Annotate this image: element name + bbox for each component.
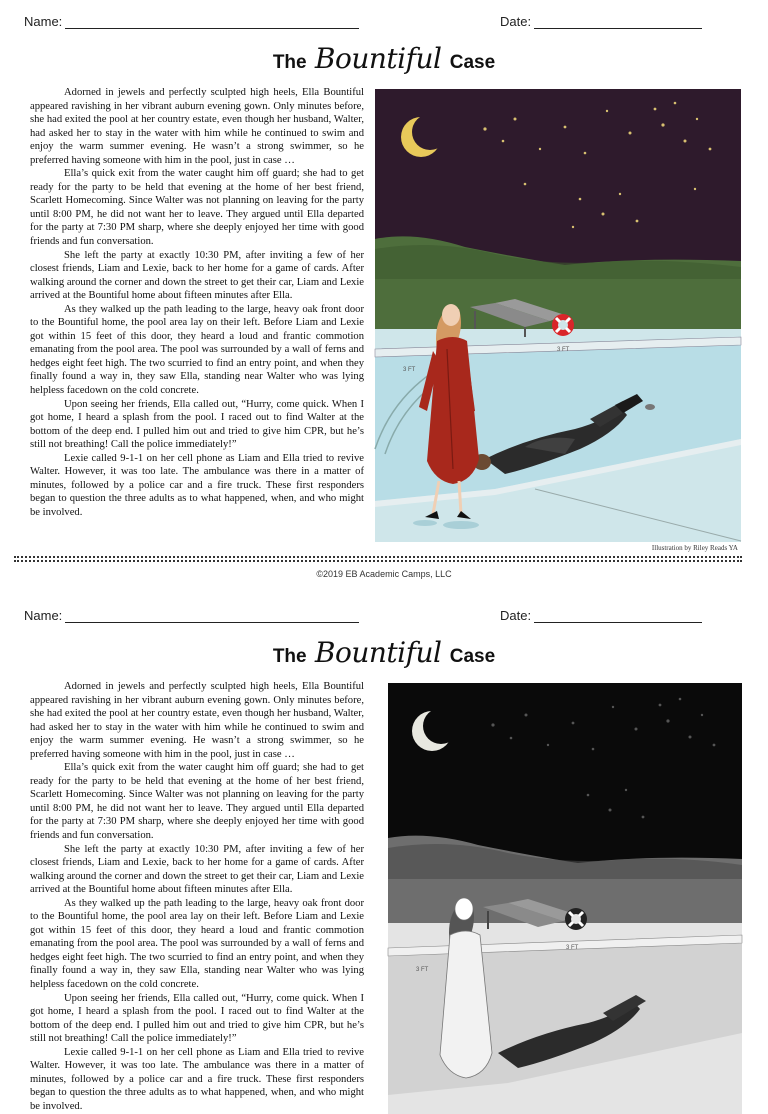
story-text <box>30 680 364 1114</box>
story-text <box>30 86 364 520</box>
paragraph-2: Ella’s quick exit from the water caught him off guard; she had to get ready for the party to be held that evening at the home of her best friend, Scarlett Homecoming. Since Walter was not planning on leaving for the party until 8:00 PM, he did not want her to leave. They argued until Ella departed for the party at 7:30 PM sharp, where she deeply enjoyed her time with good friends and fun conversation. <box>30 168 364 248</box>
illustration-svg <box>375 89 741 542</box>
crime-scene-illustration <box>375 89 741 542</box>
worksheet-bw <box>0 594 768 1112</box>
shoe <box>645 404 655 410</box>
title-case: Case <box>449 646 496 667</box>
page-title <box>0 42 768 75</box>
paragraph-4: As they walked up the path leading to the large, heavy oak front door to the Bountiful home, the pool area lay on their left. Before Liam and Lexie got within 15 feet of this door, they heard a loud and frantic commotion emanating from the pool area. The pool was surrounded by a wall of ferns and hedges eight feet high. The two scurried to find an entry point, and when they finally found a way in, they saw Ella, standing near Walter who was lying helpless facedown on the cold concrete. <box>30 303 364 397</box>
date-line[interactable] <box>534 16 702 29</box>
title-the: The <box>272 52 307 73</box>
paragraph-2: Ella’s quick exit from the water caught him off guard; she had to get ready for the party to be held that evening at the home of her best friend, Scarlett Homecoming. Since Walter was not planning on leaving for the party until 8:00 PM, he did not want her to leave. They argued until Ella departed for the party at 7:30 PM sharp, where she deeply enjoyed her time with good friends and fun conversation. <box>30 762 364 842</box>
paragraph-1: Adorned in jewels and perfectly sculpted high heels, Ella Bountiful appeared ravishing in her vibrant auburn evening gown. Only minutes before, she had exited the pool at her country estate, even though her husband, Walter, had asked her to stay in the water with him while he continued to swim and enjoy the warm summer evening. He wasn’t a strong swimmer, so he preferred having someone with him in the pool, just in case … <box>30 87 364 166</box>
paragraph-5: Upon seeing her friends, Ella called out, “Hurry, come quick. When I got home, I heard a splash from the pool. I raced out to find Walter at the bottom of the deep end. I pulled him out and tried to give him CPR, but he’s still not breathing! Call the police immediately!” <box>30 398 364 451</box>
title-case: Case <box>449 52 496 73</box>
title-bountiful: Bountiful <box>314 636 442 669</box>
life-ring-icon <box>552 314 574 336</box>
name-field[interactable] <box>24 608 359 623</box>
date-line[interactable] <box>534 610 702 623</box>
title-the: The <box>272 646 307 667</box>
name-field[interactable] <box>24 14 359 29</box>
page-title <box>0 636 768 669</box>
date-label: Date: <box>500 608 532 623</box>
paragraph-1: Adorned in jewels and perfectly sculpted high heels, Ella Bountiful appeared ravishing in her vibrant auburn evening gown. Only minutes before, she had exited the pool at her country estate, even though her husband, Walter, had asked her to stay in the water with him while he continued to swim and enjoy the warm summer evening. He wasn’t a strong swimmer, so he preferred having someone with him in the pool, just in case … <box>30 681 364 760</box>
paragraph-3: She left the party at exactly 10:30 PM, after inviting a few of her closest friends, Liam and Lexie, back to her home for a game of cards. After walking around the corner and down the street to get their car, Liam and Lexie arrived at the Bountiful home about fifteen minutes after Ella. <box>30 843 364 896</box>
paragraph-5: Upon seeing her friends, Ella called out, “Hurry, come quick. When I got home, I heard a splash from the pool. I raced out to find Walter at the bottom of the deep end. I pulled him out and tried to give him CPR, but he’s still not breathing! Call the police immediately!” <box>30 992 364 1045</box>
dotted-divider <box>14 560 742 562</box>
copyright-notice: ©2019 EB Academic Camps, LLC <box>316 569 452 579</box>
name-label: Name: <box>24 608 63 623</box>
illustration-svg <box>388 683 742 1103</box>
name-line[interactable] <box>65 16 359 29</box>
illustration-credit: Illustration by Riley Reads YA <box>651 544 738 552</box>
paragraph-6: Lexie called 9-1-1 on her cell phone as Liam and Ella tried to revive Walter. However, it was too late. The ambulance was there in a matter of minutes, followed by a police car and a fire truck. These first responders began to question the three adults as to what happened, when, and who might be involved. <box>30 1046 364 1112</box>
date-field[interactable] <box>500 14 702 29</box>
crime-scene-illustration-bw <box>388 683 742 1103</box>
paragraph-3: She left the party at exactly 10:30 PM, after inviting a few of her closest friends, Liam and Lexie, back to her home for a game of cards. After walking around the corner and down the street to get their car, Liam and Lexie arrived at the Bountiful home about fifteen minutes after Ella. <box>30 249 364 302</box>
dotted-divider <box>14 556 742 558</box>
pool-depth-marker-2: 3 FT <box>557 347 570 353</box>
name-line[interactable] <box>65 610 359 623</box>
name-label: Name: <box>24 14 63 29</box>
paragraph-4: As they walked up the path leading to the large, heavy oak front door to the Bountiful home, the pool area lay on their left. Before Liam and Lexie got within 15 feet of this door, they heard a loud and frantic commotion emanating from the pool area. The pool was surrounded by a wall of ferns and hedges eight feet high. The two scurried to find an entry point, and when they finally found a way in, they saw Ella, standing near Walter who was lying helpless facedown on the cold concrete. <box>30 897 364 991</box>
life-ring-icon <box>565 908 587 930</box>
pool-depth-marker-2: 3 FT <box>566 945 579 951</box>
date-field[interactable] <box>500 608 702 623</box>
title-bountiful: Bountiful <box>314 42 442 75</box>
date-label: Date: <box>500 14 532 29</box>
paragraph-6: Lexie called 9-1-1 on her cell phone as Liam and Ella tried to revive Walter. However, it was too late. The ambulance was there in a matter of minutes, followed by a police car and a fire truck. These first responders began to question the three adults as to what happened, when, and who might be involved. <box>30 452 364 518</box>
pool-depth-marker-1: 3 FT <box>416 967 429 973</box>
pool-depth-marker-1: 3 FT <box>403 367 416 373</box>
